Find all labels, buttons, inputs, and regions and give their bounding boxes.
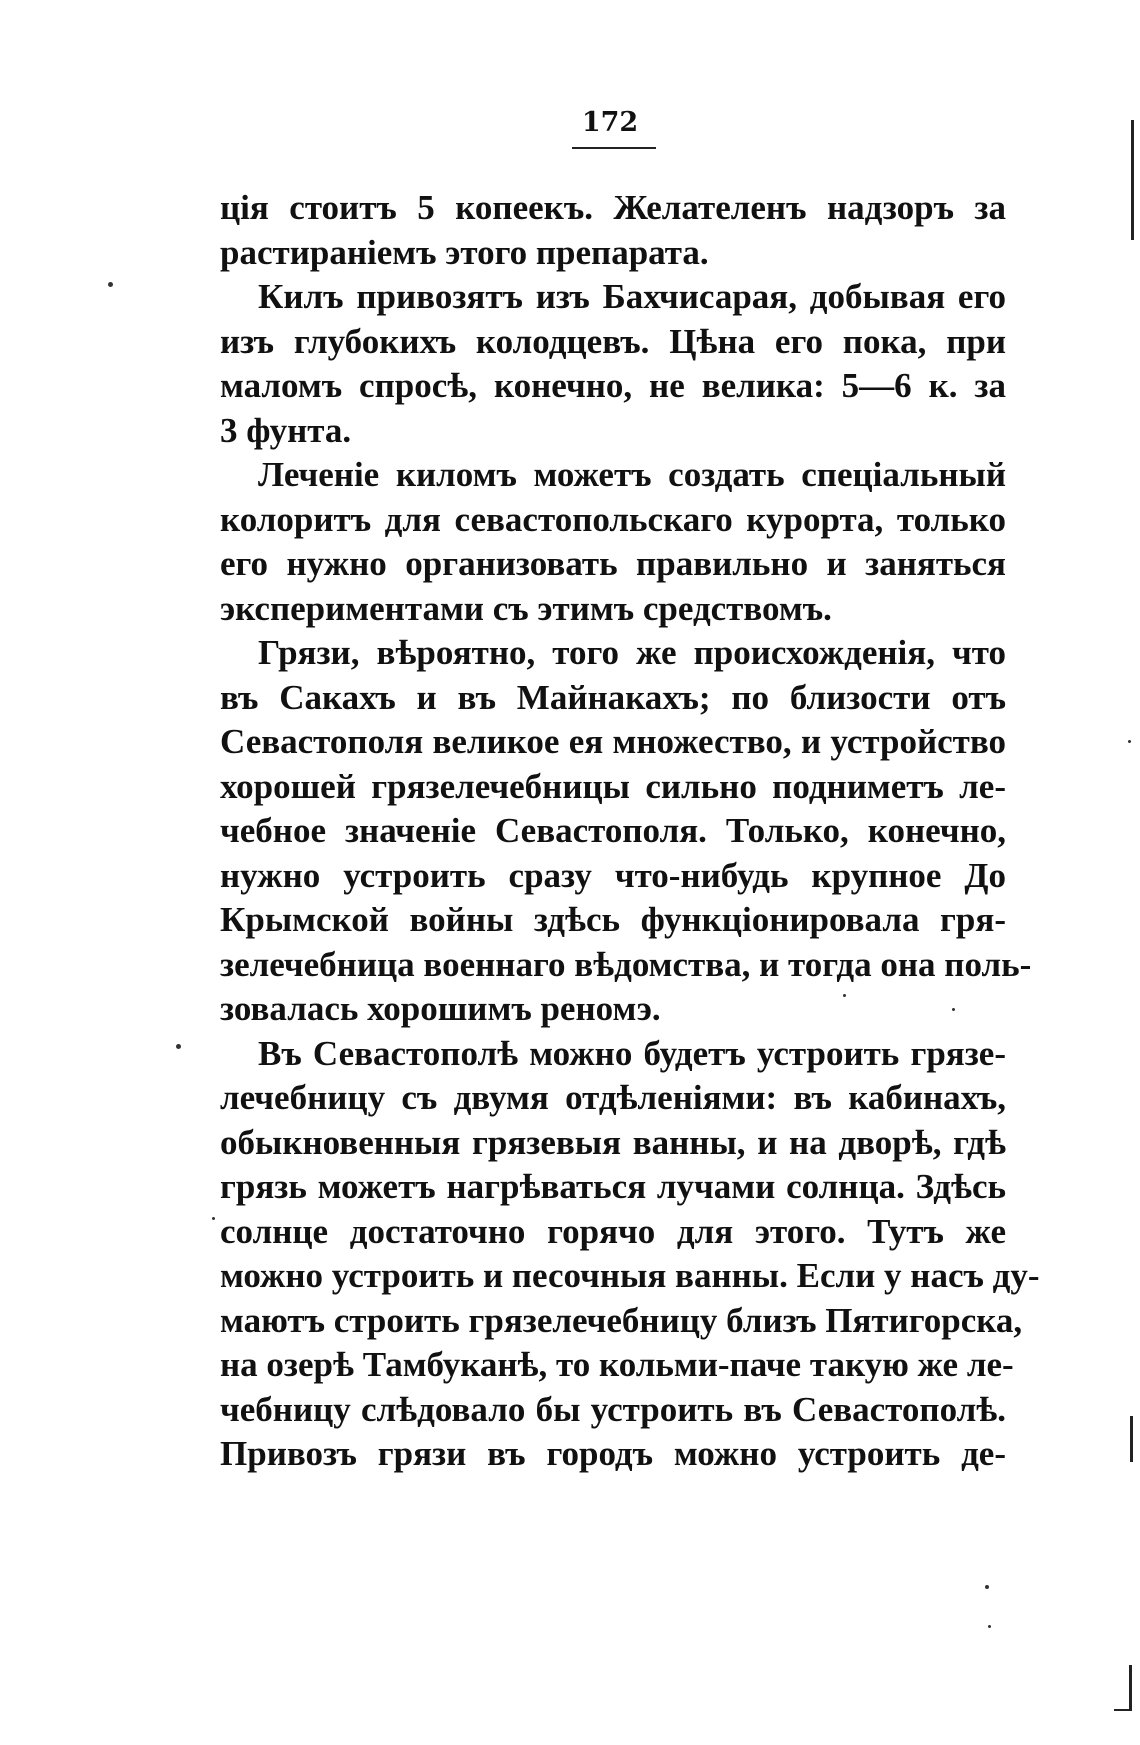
scan-speck	[1128, 740, 1131, 743]
text-line: Привозъ грязи въ городъ можно устроить де-	[220, 1434, 1006, 1473]
scan-edge-mark	[1130, 1416, 1133, 1462]
scan-edge-mark	[1129, 1665, 1132, 1710]
text-line: изъ глубокихъ колодцевъ. Цѣна его пока, при	[220, 321, 1006, 361]
text-line: чебное значеніе Севастополя. Только, конечно,	[220, 811, 1006, 850]
text-line: экспериментами съ этимъ средствомъ.	[220, 588, 832, 628]
text-line: зелечебница военнаго вѣдомства, и тогда она поль-	[220, 944, 1032, 984]
text-line: его нужно организовать правильно и заняться	[220, 544, 1006, 583]
text-line: Въ Севастополѣ можно будетъ устроить грязе-	[258, 1033, 1006, 1073]
scan-speck	[985, 1585, 989, 1589]
text-line: хорошей грязелечебницы сильно подниметъ ле-	[220, 766, 1006, 806]
page-number-rule	[572, 147, 656, 149]
scan-edge-mark	[1131, 120, 1134, 240]
text-line: нужно устроить сразу что-нибудь крупное До	[220, 855, 1006, 895]
text-line: грязь можетъ нагрѣваться лучами солнца. Здѣсь	[220, 1167, 1006, 1206]
scan-speck	[952, 1008, 955, 1011]
scan-speck	[212, 1217, 215, 1220]
text-line: солнце достаточно горячо для этого. Тутъ же	[220, 1211, 1006, 1251]
text-line: Крымской войны здѣсь функціонировала гря-	[220, 900, 1006, 939]
text-line: колоритъ для севастопольскаго курорта, только	[220, 499, 1006, 539]
text-line: на озерѣ Тамбуканѣ, то кольми-паче такую же ле-	[220, 1345, 1014, 1384]
text-line: растираніемъ этого препарата.	[220, 232, 709, 272]
text-line: ція стоитъ 5 копеекъ. Желателенъ надзоръ за	[220, 188, 1006, 227]
scan-speck	[988, 1625, 991, 1628]
scan-speck	[176, 1044, 181, 1049]
scan-speck	[108, 282, 113, 287]
text-line: Грязи, вѣроятно, того же происхожденія, что	[258, 633, 1006, 672]
text-line: зовалась хорошимъ реномэ.	[220, 989, 661, 1028]
text-line: маютъ строить грязелечебницу близъ Пятигорска,	[220, 1300, 1023, 1340]
text-line: можно устроить и песочныя ванны. Если у насъ ду-	[220, 1256, 1040, 1295]
text-line: лечебницу съ двумя отдѣленіями: въ кабинахъ,	[220, 1078, 1006, 1117]
body-text	[220, 186, 1040, 1477]
scan-edge-mark	[1114, 1709, 1132, 1711]
text-line: обыкновенныя грязевыя ванны, и на дворѣ, гдѣ	[220, 1122, 1006, 1162]
scan-speck	[843, 994, 846, 997]
text-line: Леченіе киломъ можетъ создать спеціальный	[258, 455, 1006, 494]
text-line: въ Сакахъ и въ Майнакахъ; по близости отъ	[220, 677, 1006, 717]
text-line: маломъ спросѣ, конечно, не велика: 5—6 к. за	[220, 366, 1006, 405]
text-line: Севастополя великое ея множество, и устройство	[220, 722, 1006, 761]
text-line: Килъ привозятъ изъ Бахчисарая, добывая его	[258, 277, 1006, 316]
text-line: чебницу слѣдовало бы устроить въ Севастополѣ.	[220, 1389, 1006, 1429]
page-number: 172	[581, 107, 639, 138]
text-line: 3 фунта.	[220, 410, 352, 450]
